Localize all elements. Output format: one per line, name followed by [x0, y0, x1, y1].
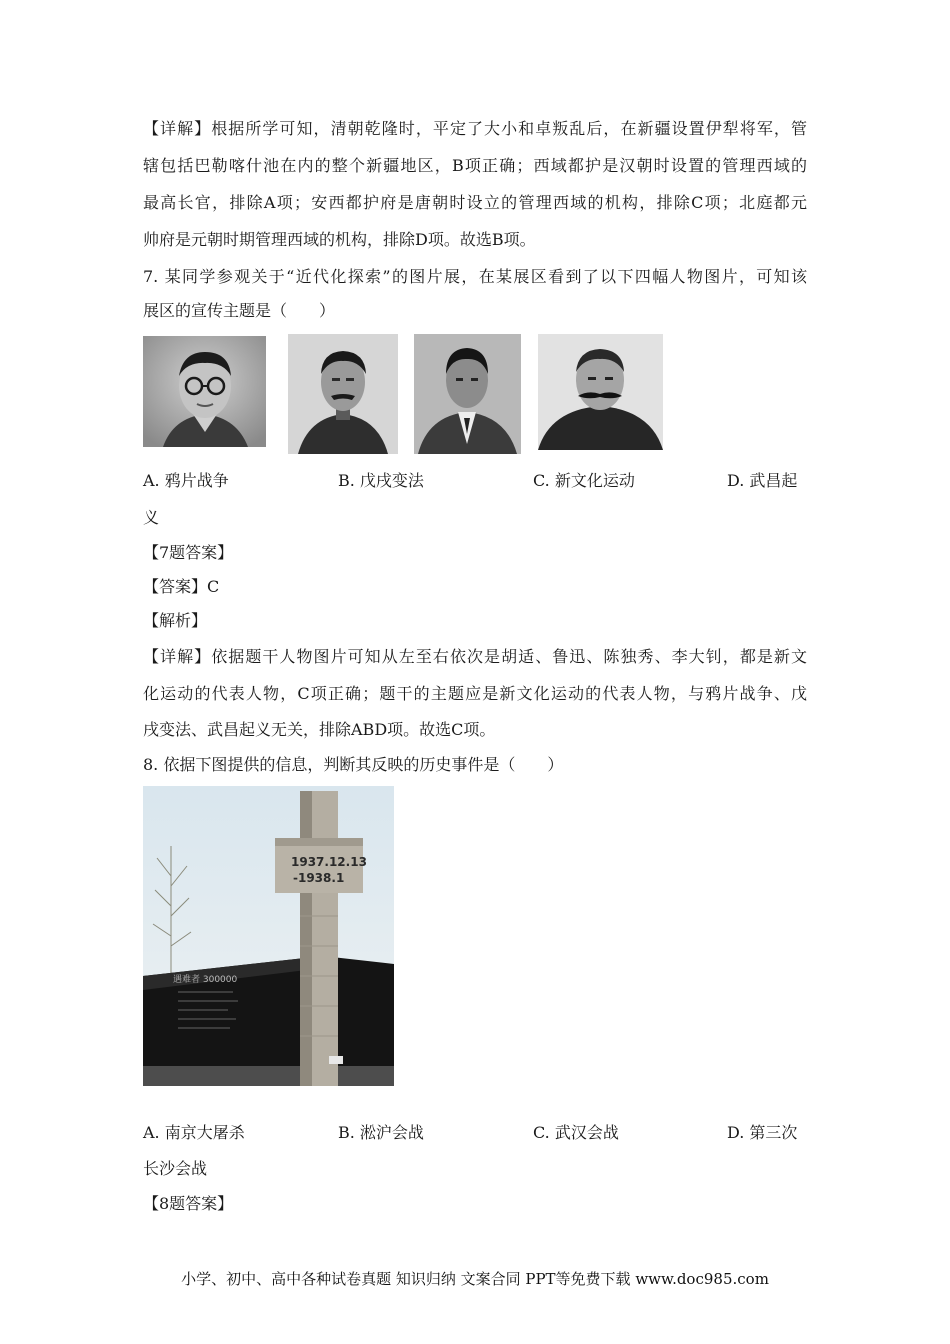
q6-detail-line-1: 【详解】根据所学可知，清朝乾隆时，平定了大小和卓叛乱后，在新疆设置伊犁将军，管 [143, 119, 807, 138]
q8-option-d-continued: 长沙会战 [143, 1159, 208, 1178]
q7-option-d: D. 武昌起 [727, 471, 798, 490]
nanjing-memorial-cross-image [143, 786, 394, 1086]
monument-date-2: -1938.1 [293, 871, 345, 885]
page-footer: 小学、初中、高中各种试卷真题 知识归纳 文案合同 PPT等免费下载 www.doc985.com [181, 1270, 769, 1288]
q8-option-c: C. 武汉会战 [533, 1123, 619, 1142]
portrait-photo-2 [288, 334, 398, 454]
monument-photo [143, 786, 394, 1086]
q7-stem-line-2: 展区的宣传主题是（ ） [143, 301, 336, 320]
portrait-lu-xun-image [288, 334, 398, 454]
q8-stem: 8. 依据下图提供的信息，判断其反映的历史事件是（ ） [143, 755, 564, 774]
q6-detail-line-2: 辖包括巴勒喀什池在内的整个新疆地区，B项正确；西域都护是汉朝时设置的管理西域的 [143, 156, 807, 175]
q7-detail-line-3: 戌变法、武昌起义无关，排除ABD项。故选C项。 [143, 720, 496, 739]
q7-analysis-label: 【解析】 [143, 611, 208, 630]
q8-option-a: A. 南京大屠杀 [143, 1123, 245, 1142]
portrait-photo-3 [414, 334, 521, 454]
q7-detail-line-2: 化运动的代表人物，C项正确；题干的主题应是新文化运动的代表人物，与鸦片战争、戊 [143, 684, 807, 703]
portrait-chen-duxiu-image [414, 334, 521, 454]
portrait-li-dazhao-image [538, 334, 663, 450]
q7-detail-line-1: 【详解】依据题干人物图片可知从左至右依次是胡适、鲁迅、陈独秀、李大钊，都是新文 [143, 647, 807, 666]
portrait-photo-4 [538, 334, 663, 450]
q7-option-d-continued: 义 [143, 508, 160, 527]
wall-victims-text: 遇难者 300000 [173, 975, 238, 985]
portrait-hu-shi-image [143, 336, 266, 447]
q7-answer-header: 【7题答案】 [143, 543, 234, 562]
q8-option-d: D. 第三次 [727, 1123, 798, 1142]
q7-answer: 【答案】C [143, 577, 220, 596]
q6-detail-line-3: 最高长官，排除A项；安西都护府是唐朝时设立的管理西域的机构，排除C项；北庭都元 [143, 193, 807, 212]
q8-answer-header: 【8题答案】 [143, 1194, 234, 1213]
q7-stem-line-1: 7. 某同学参观关于“近代化探索”的图片展，在某展区看到了以下四幅人物图片，可知该 [143, 267, 807, 286]
monument-date-1: 1937.12.13 [291, 855, 367, 869]
portrait-photo-1 [143, 336, 266, 447]
q7-option-c: C. 新文化运动 [533, 471, 635, 490]
q6-detail-line-4: 帅府是元朝时期管理西域的机构，排除D项。故选B项。 [143, 230, 536, 249]
q7-option-b: B. 戊戌变法 [338, 471, 424, 490]
q8-option-b: B. 淞沪会战 [338, 1123, 424, 1142]
q7-option-a: A. 鸦片战争 [143, 471, 229, 490]
